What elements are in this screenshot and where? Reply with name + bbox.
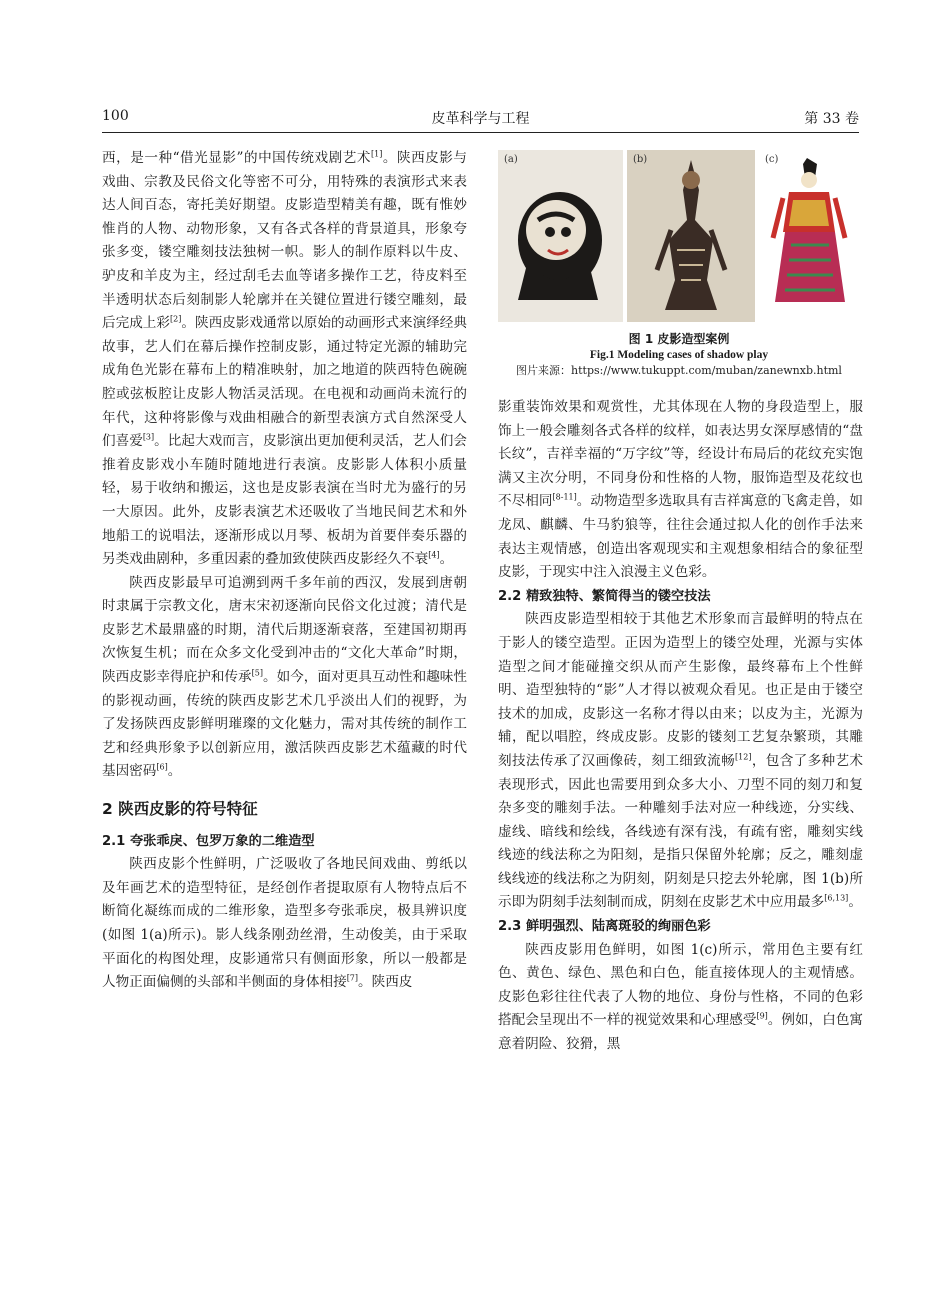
panel-label: (b) [633,154,648,165]
subsection-heading: 2.3 鲜明强烈、陆离斑驳的绚丽色彩 [498,919,711,935]
page-number: 100 [102,108,129,124]
header-rule [102,132,859,133]
figure-panel-a [498,150,623,322]
section-heading: 2 陕西皮影的符号特征 [102,800,258,819]
paragraph: 陕西皮影最早可追溯到两千多年前的西汉，发展到唐朝时隶属于宗教文化，唐末宋初逐渐向民俗文化过渡；清代是皮影艺术最鼎盛的时期，清代后期逐渐衰落，至建国初期再次恢复生机；而在众多文化受到冲击的“文化大革命”时期，陕西皮影幸得庇护和传承[5]。如今，面对更具互动性和趣味性的影视动画，传统的陕西皮影艺术几乎淡出人们的视野，为了发扬陕西皮影鲜明璀璨的文化魅力，需对其传统的制作工艺和经典形象予以创新应用，激活陕西皮影艺术蕴藏的时代基因密码[6]。 [102,574,468,780]
panel-label: (c) [765,154,779,165]
caption-english: Fig.1 Modeling cases of shadow play [589,349,769,361]
figure-caption [498,330,860,379]
paragraph: 陕西皮影用色鲜明，如图 1(c)所示，常用色主要有红色、黄色、绿色、黑色和白色，能直接体现人的主观情感。皮影色彩往往代表了人物的地位、身份与性格，不同的色彩搭配会呈现出不一样的视觉效果和心理感受[9]。例如，白色寓意着阴险、狡猾，黑 [498,941,864,1053]
caption-chinese: 图 1 皮影造型案例 [628,332,730,346]
figure-panel-c [759,150,860,322]
paragraph: 西，是一种“借光显影”的中国传统戏剧艺术[1]。陕西皮影与戏曲、宗教及民俗文化等密不可分，用特殊的表演形式来表达人间百态，寄托美好期望。皮影造型精美有趣，既有惟妙惟肖的人物、动物形象，又有各式各样的背景道具，形象夸张多变，镂空雕刻技法独树一帜。影人的制作原料以牛皮、驴皮和羊皮为主，经过刮毛去血等诸多操作工艺，待皮料至半透明状态后刻制影人轮廓并在关键位置进行镂空雕刻，最后完成上彩[2]。陕西皮影戏通常以原始的动画形式来演绎经典故事，艺人们在幕后操作控制皮影，通过特定光源的辅助完成角色光影在幕布上的精准映射，加之地道的陕西特色碗碗腔或弦板腔让皮影人物活灵活现。在电视和动画尚未流行的年代，这种将影像与戏曲相融合的新型表演方式自然深受人们喜爱[3]。比起大戏而言，皮影演出更加便利灵活，艺人们会推着皮影戏小车随时随地进行表演。皮影影人体积小质量轻，易于收纳和搬运，这也是皮影表演在当时尤为盛行的另一大原因。此外，皮影表演艺术还吸收了当地民间艺术和外地船工的说唱法，逐渐形成以月琴、板胡为首要伴奏乐器的另类戏曲剧种，多重因素的叠加致使陕西皮影经久不衰[4]。 [102,149,468,568]
running-header [102,108,859,128]
paragraph: 陕西皮影造型相较于其他艺术形象而言最鲜明的特点在于影人的镂空造型。正因为造型上的镂空处理，光源与实体造型之间才能碰撞交织从而产生影像，最终幕布上个性鲜明、造型独特的“影”人才得以被观众看见。也正是由于镂空技术的加成，皮影这一名称才得以由来；以皮为主，光源为辅，配以唱腔，终成皮影。皮影的镂刻工艺复杂繁琐，其雕刻技法传承了汉画像砖，刻工细致流畅[12]，包含了多种艺术表现形式，因此也需要用到众多大小、刀型不同的刻刀和复杂多变的雕刻手法。一种雕刻手法对应一种线迹，分实线、虚线、暗线和绘线，各线迹有深有浅，有疏有密，雕刻实线线迹的线法称之为阳刻，是指只保留外轮廓；反之，雕刻虚线线迹的线法称之为阴刻，阴刻是只挖去外轮廓，图 1(b)所示即为阴刻手法刻制而成，阴刻在皮影艺术中应用最多[6,13]。 [498,611,864,911]
figure-1 [498,150,860,328]
figure-panel-b [627,150,755,322]
journal-title: 皮革科学与工程 [431,111,530,127]
panel-label: (a) [504,154,518,165]
volume-label: 第 33 卷 [804,111,859,127]
shadow-puppet-figure-image [627,150,755,322]
subsection-heading: 2.1 夸张乖戾、包罗万象的二维造型 [102,833,315,849]
shadow-puppet-head-image [498,150,623,322]
left-column [102,147,467,995]
paragraph: 陕西皮影个性鲜明，广泛吸收了各地民间戏曲、剪纸以及年画艺术的造型特征，是经创作者提取原有人物特点后不断简化凝练而成的二维形象，造型多夸张乖戾，极具辨识度(如图 1(a)所示)。影人线条刚劲丝滑，生动俊美，由于采取平面化的构图处理，皮影通常只有侧面形象，所以一般都是人物正面偏侧的头部和半侧面的身体相接[7]。陕西皮 [102,856,467,991]
image-source: 图片来源：https://www.tukuppt.com/muban/zanewnxb.html [516,364,842,377]
subsection-heading: 2.2 精致独特、繁简得当的镂空技法 [498,588,711,604]
shadow-puppet-colored-image [759,150,860,322]
paragraph: 影重装饰效果和观赏性，尤其体现在人物的身段造型上，服饰上一般会雕刻各式各样的纹样，如表达男女深厚感情的“盘长纹”，吉祥幸福的“万字纹”等，经设计布局后的花纹充实饱满又主次分明，不同身份和性格的人物，服饰造型及花纹也不尽相同[8-11]。动物造型多选取具有吉祥寓意的飞禽走兽，如龙凤、麒麟、牛马豹狼等，往往会通过拟人化的创作手法来表达主观情感，创造出客观现实和主观想象相结合的象征型皮影，于现实中注入浪漫主义色彩。 [498,399,864,581]
right-column [498,396,863,1057]
